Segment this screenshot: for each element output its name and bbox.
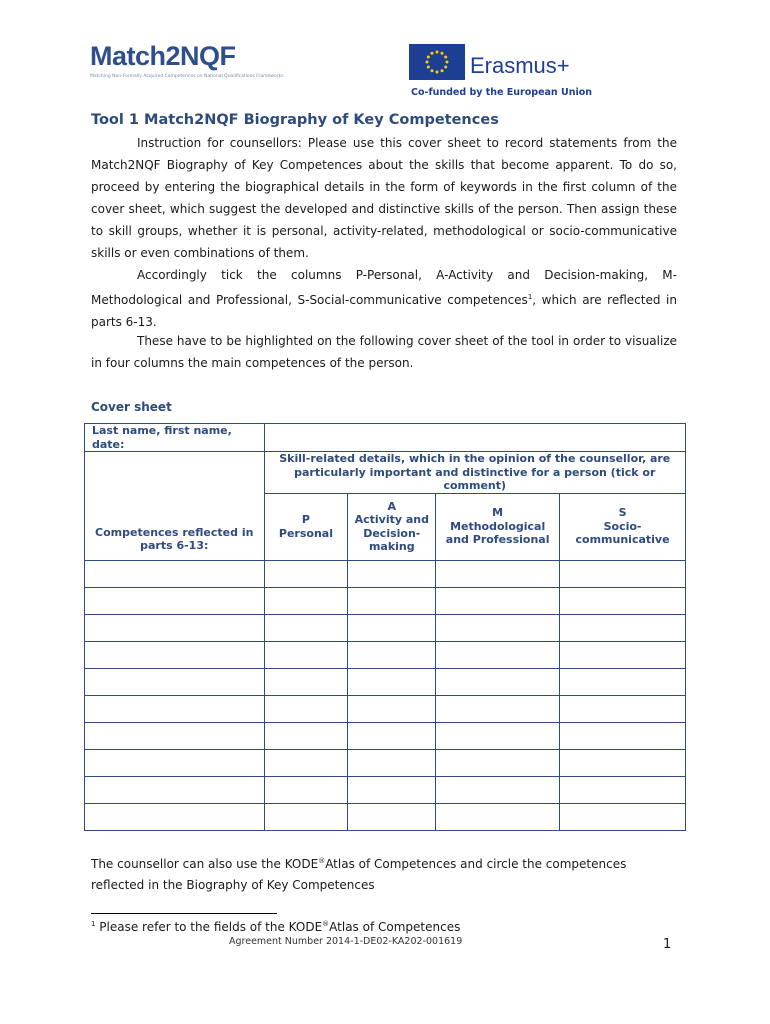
page-title: Tool 1 Match2NQF Biography of Key Competences: [91, 112, 499, 128]
table-row: [85, 641, 686, 668]
table-cell[interactable]: [264, 749, 348, 776]
erasmus-logo-text: Erasmus+: [470, 53, 570, 78]
table-cell[interactable]: [560, 668, 686, 695]
paragraph-columns: [91, 264, 677, 333]
table-row: [85, 587, 686, 614]
kode-note-start: The counsellor can also use the KODE: [91, 857, 319, 871]
table-cell[interactable]: [436, 614, 560, 641]
column-header-a: [348, 493, 436, 560]
column-s-letter: S: [618, 506, 627, 520]
table-row: [85, 668, 686, 695]
table-cell[interactable]: [85, 560, 265, 587]
table-cell[interactable]: [436, 641, 560, 668]
cover-sheet-label: Cover sheet: [91, 400, 172, 414]
table-row: [85, 695, 686, 722]
table-cell[interactable]: [560, 641, 686, 668]
column-header-s: [560, 493, 686, 560]
table-cell[interactable]: [348, 641, 436, 668]
table-cell[interactable]: [436, 803, 560, 830]
table-cell[interactable]: [348, 776, 436, 803]
kode-note-line2: reflected in the Biography of Key Competences: [91, 878, 375, 892]
footnote-text-end: Atlas of Competences: [329, 920, 461, 934]
table-cell[interactable]: [264, 587, 348, 614]
competences-label-cell: Competences reflected in parts 6-13:: [85, 452, 265, 561]
table-cell[interactable]: [85, 587, 265, 614]
table-cell[interactable]: [348, 722, 436, 749]
table-cell[interactable]: [85, 803, 265, 830]
kode-note-end: Atlas of Competences and circle the competences: [325, 857, 627, 871]
paragraph-3-text: These have to be highlighted on the following cover sheet of the tool in order to visualize in four columns the main competences of the person.: [91, 334, 677, 370]
paragraph-highlight: [91, 330, 677, 374]
table-cell[interactable]: [436, 560, 560, 587]
footnote-text: Please refer to the fields of the KODE: [95, 920, 323, 934]
table-cell[interactable]: [436, 695, 560, 722]
table-cell[interactable]: [85, 776, 265, 803]
cover-sheet-table: [84, 423, 686, 831]
column-header-m: [436, 493, 560, 560]
table-cell[interactable]: [436, 749, 560, 776]
table-cell[interactable]: [85, 749, 265, 776]
column-m-letter: M: [492, 506, 504, 520]
table-cell[interactable]: [264, 776, 348, 803]
column-p-label: Personal: [278, 526, 333, 540]
registered-mark: ®: [318, 857, 326, 865]
table-cell[interactable]: [560, 587, 686, 614]
paragraph-2-text-end: , which are reflected in parts 6-13.: [91, 293, 677, 329]
table-cell[interactable]: [348, 560, 436, 587]
table-row: [85, 803, 686, 830]
column-a-label: Activity and Decision-making: [354, 513, 429, 553]
table-cell[interactable]: [560, 695, 686, 722]
table-cell[interactable]: [264, 560, 348, 587]
table-cell[interactable]: [348, 614, 436, 641]
table-cell[interactable]: [436, 587, 560, 614]
cofunded-text: Co-funded by the European Union: [411, 87, 593, 98]
table-cell[interactable]: [436, 776, 560, 803]
table-cell[interactable]: [348, 695, 436, 722]
paragraph-1-text: Instruction for counsellors: Please use this cover sheet to record statements from the Match2NQF Biography of Key Competences about the skills that become apparent. To do so, proceed by entering the biographical details in the form of keywords in the first column of the cover sheet, which suggest the developed and distinctive skills of the person. Then assign these to skill groups, whether it is personal, activity-related, methodological or socio-communicative skills or even combinations of them.: [91, 136, 677, 260]
table-cell[interactable]: [264, 722, 348, 749]
table-cell[interactable]: [85, 668, 265, 695]
table-cell[interactable]: [560, 803, 686, 830]
table-row: [85, 722, 686, 749]
page-number: 1: [663, 937, 672, 952]
table-cell[interactable]: [560, 776, 686, 803]
eu-flag-icon: [409, 44, 465, 80]
table-row: [85, 749, 686, 776]
column-header-p: [264, 493, 348, 560]
agreement-number: Agreement Number 2014-1-DE02-KA202-001619: [229, 936, 463, 947]
table-row: [85, 614, 686, 641]
table-cell[interactable]: [436, 668, 560, 695]
table-cell[interactable]: [560, 560, 686, 587]
footnote-number: 1: [91, 920, 96, 928]
footnote-registered-mark: ®: [322, 920, 330, 928]
column-s-label: Socio-communicative: [575, 519, 670, 547]
table-cell[interactable]: [264, 695, 348, 722]
kode-note: [91, 849, 691, 876]
table-cell[interactable]: [264, 803, 348, 830]
table-cell[interactable]: [560, 722, 686, 749]
table-cell[interactable]: [348, 587, 436, 614]
table-row: [85, 560, 686, 587]
footnote-separator: [91, 913, 277, 914]
paragraph-instructions: [91, 132, 677, 264]
table-cell[interactable]: [85, 695, 265, 722]
skill-header-cell: Skill-related details, which in the opinion of the counsellor, are particularly important and distinctive for a person (tick or comment): [264, 452, 686, 494]
paragraph-2-text: Accordingly tick the columns P-Personal, A-Activity and Decision-making, M-Methodological and Professional, S-Social-communicative competences: [91, 268, 677, 307]
name-label-cell: Last name, first name, date:: [85, 424, 265, 452]
logo-text: Match2NQF: [90, 41, 236, 71]
logo-tagline: Matching Non-Formally Acquired Competences on National Qualifications Frameworks: [90, 74, 284, 79]
table-row: [85, 776, 686, 803]
table-cell[interactable]: [560, 749, 686, 776]
footnote: [91, 920, 460, 934]
column-m-label: Methodological and Professional: [445, 519, 550, 547]
table-cell[interactable]: [436, 722, 560, 749]
table-cell[interactable]: [348, 749, 436, 776]
match2nqf-logo: [90, 41, 284, 92]
table-cell[interactable]: [264, 641, 348, 668]
column-a-letter: A: [387, 499, 397, 513]
footnote-ref: 1: [527, 293, 533, 301]
column-p-letter: P: [301, 513, 310, 526]
table-cell[interactable]: [85, 614, 265, 641]
table-cell[interactable]: [348, 803, 436, 830]
table-cell[interactable]: [264, 614, 348, 641]
name-input-cell[interactable]: [264, 424, 686, 452]
table-cell[interactable]: [348, 668, 436, 695]
table-cell[interactable]: [264, 668, 348, 695]
table-cell[interactable]: [85, 722, 265, 749]
table-cell[interactable]: [85, 641, 265, 668]
table-cell[interactable]: [560, 614, 686, 641]
